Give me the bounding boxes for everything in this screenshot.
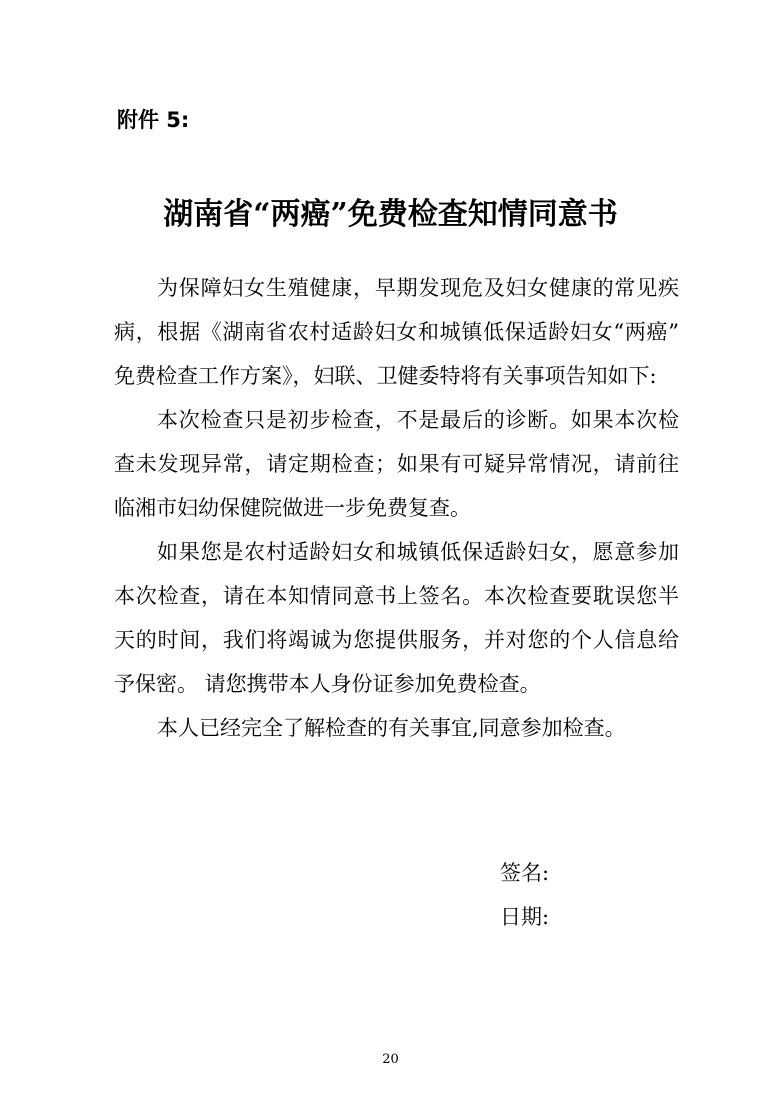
date-label: 日期: [500, 905, 550, 929]
paragraph-3-line-1: 如果您是农村适龄妇女和城镇低保适龄妇女，愿意参加 [157, 540, 679, 564]
signature-label: 签名: [500, 861, 550, 885]
document-title: 湖南省“两癌”免费检查知情同意书 [163, 197, 618, 232]
paragraph-1-line-3: 免费检查工作方案》，妇联、卫健委特将有关事项告知如下: [114, 364, 657, 388]
paragraph-1-line-2: 病，根据《湖南省农村适龄妇女和城镇低保适龄妇女“两癌” [114, 320, 679, 344]
annex-label: 附件 5: [117, 108, 190, 132]
paragraph-2-line-3: 临湘市妇幼保健院做进一步免费复查。 [114, 496, 471, 520]
paragraph-3-line-3: 天的时间，我们将竭诚为您提供服务，并对您的个人信息给 [114, 628, 679, 652]
paragraph-4: 本人已经完全了解检查的有关事宜,同意参加检查。 [157, 716, 626, 740]
page-number: 20 [382, 1052, 399, 1067]
paragraph-3-line-2: 本次检查，请在本知情同意书上签名。本次检查要耽误您半 [114, 584, 679, 608]
paragraph-1-line-1: 为保障妇女生殖健康，早期发现危及妇女健康的常见疾 [157, 276, 679, 300]
paragraph-3-line-4: 予保密。 请您携带本人身份证参加免费检查。 [114, 672, 541, 696]
paragraph-2-line-1: 本次检查只是初步检查，不是最后的诊断。如果本次检 [157, 408, 679, 432]
paragraph-2-line-2: 查未发现异常，请定期检查；如果有可疑异常情况，请前往 [114, 452, 679, 476]
